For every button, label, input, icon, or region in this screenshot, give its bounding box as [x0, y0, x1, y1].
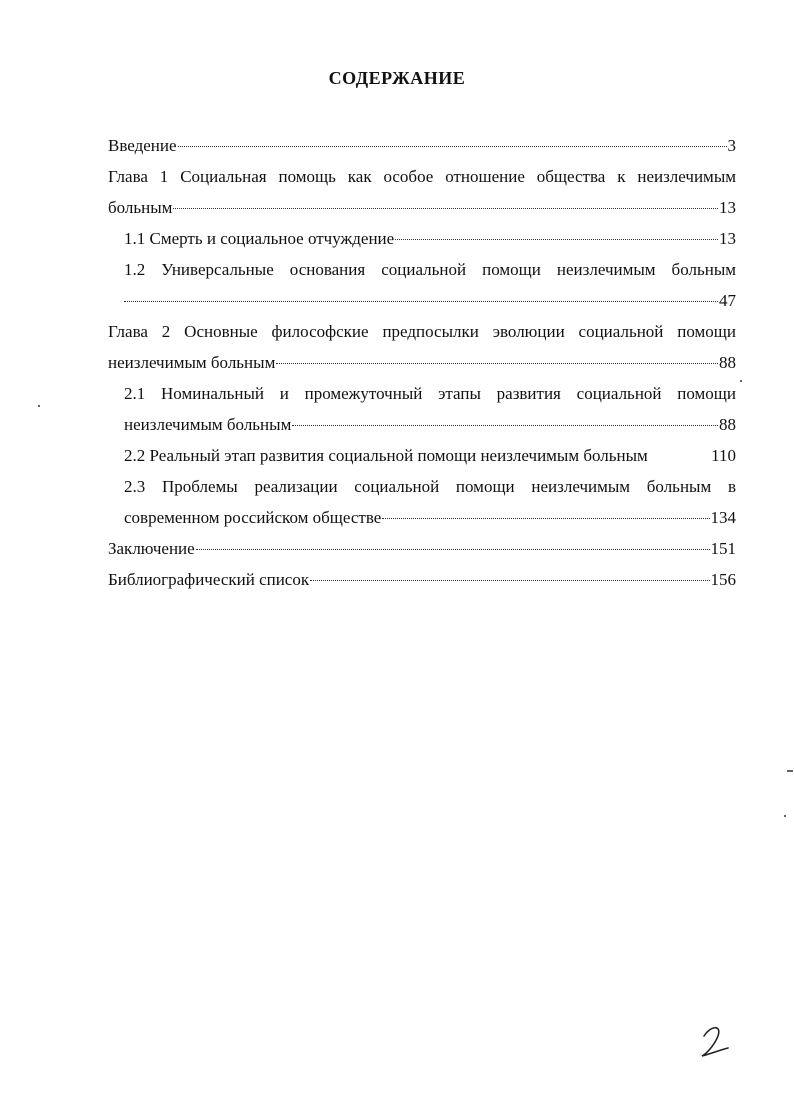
- toc-leader-dots: [310, 580, 709, 581]
- scan-speck: [38, 405, 40, 407]
- toc-leader-dots: [124, 301, 718, 302]
- toc-entry-label: неизлечимым больным: [124, 415, 292, 434]
- toc-entry-conclusion: [108, 533, 736, 564]
- toc-leader-dots: [395, 239, 718, 240]
- toc-leader-dots: [173, 208, 718, 209]
- toc-page-number: 13: [719, 229, 736, 248]
- scan-speck: [740, 380, 742, 382]
- toc-page-number: 3: [727, 136, 736, 155]
- toc-entry-chapter-1-line1: Глава 1 Социальная помощь как особое отношение общества к неизлечимым: [108, 167, 736, 186]
- toc-entry-section-1-2-line1: 1.2 Универсальные основания социальной помощи неизлечимым больным: [124, 260, 736, 279]
- toc-entry-label: современном российском обществе: [124, 508, 382, 527]
- toc-page-number: 88: [719, 353, 736, 372]
- toc-page-number: 156: [710, 570, 736, 589]
- toc-entry-section-2-1-line2: [108, 409, 736, 440]
- toc-entry-label: Введение: [108, 136, 177, 155]
- toc-entry-section-2-1-line1: 2.1 Номинальный и промежуточный этапы развития социальной помощи: [124, 384, 736, 403]
- toc-leader-dots: [276, 363, 718, 364]
- page-title: СОДЕРЖАНИЕ: [328, 68, 466, 88]
- handwritten-page-mark: [696, 1020, 736, 1060]
- toc-page-number: 110: [711, 446, 736, 465]
- toc-page-number: 134: [710, 508, 736, 527]
- toc-entry-label: 2.2 Реальный этап развития социальной помощи неизлечимым больным: [124, 446, 648, 465]
- toc-page-number: 151: [710, 539, 736, 558]
- toc-entry-chapter-2-line1: Глава 2 Основные философские предпосылки эволюции социальной помощи: [108, 322, 736, 341]
- toc-page-number: 13: [719, 198, 736, 217]
- toc-entry-section-2-2: [108, 440, 736, 471]
- toc-entry-label: больным: [108, 198, 173, 217]
- toc-entry-label: Библиографический список: [108, 570, 310, 589]
- toc-leader-dots: [382, 518, 709, 519]
- toc-leader-dots: [196, 549, 710, 550]
- table-of-contents: [108, 130, 736, 595]
- toc-page-number: 88: [719, 415, 736, 434]
- toc-entry-label: Заключение: [108, 539, 195, 558]
- toc-entry-chapter-1-line2: [108, 192, 736, 223]
- toc-entry-chapter-2-line2: [108, 347, 736, 378]
- toc-entry-section-2-3-line1: 2.3 Проблемы реализации социальной помощи неизлечимым больным в: [124, 477, 736, 496]
- toc-entry-label: 1.1 Смерть и социальное отчуждение: [124, 229, 395, 248]
- scan-speck: [784, 815, 786, 817]
- toc-leader-dots: [292, 425, 718, 426]
- toc-entry-section-2-3-line2: [108, 502, 736, 533]
- toc-entry-section-1-1: [108, 223, 736, 254]
- toc-entry-bibliography: [108, 564, 736, 595]
- toc-leader-dots: [178, 146, 727, 147]
- toc-page-number: 47: [719, 291, 736, 310]
- toc-entry-introduction: [108, 130, 736, 161]
- toc-entry-label: неизлечимым больным: [108, 353, 276, 372]
- toc-entry-section-1-2-line2: [108, 285, 736, 316]
- scan-speck: [787, 770, 793, 772]
